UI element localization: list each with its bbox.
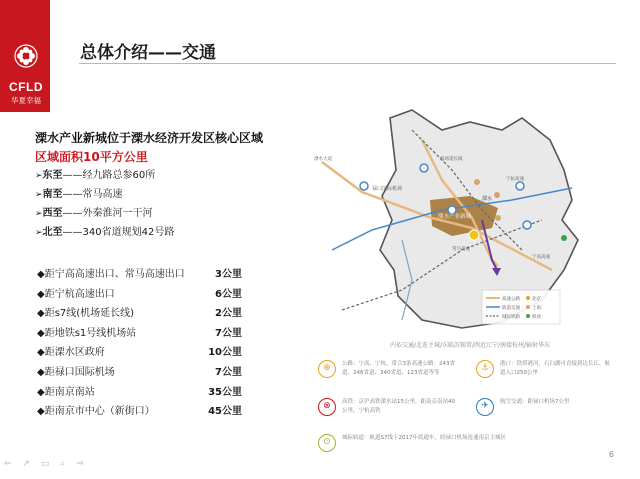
- city-marker: [495, 215, 501, 221]
- map-label-airport: 禄口国际机场: [372, 186, 403, 192]
- station-marker: [448, 206, 456, 214]
- arrow-icon: ➢: [35, 171, 43, 181]
- legend-metro-text: 城际轨道：轨道S7线于2017年底通车，经禄口机场连通南京主城区: [342, 435, 507, 441]
- map-caption: 内依交通/北连主城/东临苏锡常/西近江宁/南接杭州/辐射华东: [389, 342, 551, 349]
- legend-road-text: 公路：宁高、宁杭、常合3条高速公路：243省道、246省道、340省道、123省道等等: [342, 361, 456, 376]
- page-number: 6: [608, 450, 614, 459]
- logo-name-cn: 华夏幸福: [11, 96, 41, 105]
- metro-icon: ⊙: [318, 434, 336, 452]
- city-marker: [474, 179, 480, 185]
- list-item: ◆距宁高高速出口、常马高速出口 3公里: [37, 269, 242, 280]
- arrow-icon: ➢: [35, 209, 43, 219]
- port-icon: ⚓: [476, 360, 494, 378]
- map-legend: [482, 290, 560, 324]
- city-marker: [494, 192, 500, 198]
- legend-label: 机场: [532, 315, 541, 320]
- logo-flower-icon: [14, 44, 38, 68]
- direction-south: ➢南至——常马高速: [35, 189, 123, 200]
- map-label-road: 溧水大道: [314, 157, 332, 162]
- map-label-site: 溧水产业新城: [438, 214, 472, 220]
- list-item: ◆距溧水区政府 10公里: [37, 347, 242, 359]
- brand-logo: [0, 0, 50, 112]
- legend-label: 城际铁路: [502, 315, 520, 320]
- list-item: ◆距宁杭高速出口 6公里: [37, 288, 242, 300]
- list-item: ◆距南京南站 35公里: [37, 386, 242, 398]
- airport-icon: ✈: [476, 398, 494, 416]
- station-marker: [523, 221, 531, 229]
- legend-label: 轨道交通: [502, 306, 520, 311]
- list-item: ◆距南京市中心（新街口） 45公里: [37, 406, 242, 418]
- map-label-road: 常马高速: [452, 247, 470, 252]
- station-marker: [420, 164, 428, 172]
- arrow-icon: ➢: [35, 228, 43, 238]
- list-item: ◆距地铁s1号线机场站 7公里: [37, 327, 242, 339]
- road-icon: ⊕: [318, 360, 336, 378]
- map-label-road: 宁高高速: [532, 255, 550, 260]
- direction-west: ➢西至——外秦淮河一干河: [35, 208, 153, 219]
- airport-marker: [360, 182, 368, 190]
- list-item: ◆距s7线(机场延长线) 2公里: [37, 308, 242, 320]
- distance-list: [37, 265, 242, 422]
- map-label-road: 机场延长线: [440, 157, 463, 162]
- map-label-city: 溧水: [482, 196, 493, 202]
- arrow-icon: ➢: [35, 190, 43, 200]
- direction-east: ➢东至——经九路总参60所: [35, 170, 156, 181]
- legend-port-text: 港口：铁塔港河，石臼湖可直接到达长江，航道入口250公里: [500, 361, 611, 376]
- transport-legend: [318, 360, 611, 460]
- legend-label: 上海: [532, 306, 541, 311]
- list-item: ◆距禄口国际机场 7公里: [37, 366, 242, 378]
- legend-airport-text: 航空交通：距禄口机场7公里: [500, 399, 570, 405]
- station-marker: [516, 182, 524, 190]
- direction-north: ➢北至——340省道规划42号路: [35, 227, 175, 238]
- intro-headline: 溧水产业新城位于溧水经济开发区核心区域: [35, 131, 264, 145]
- intro-block: [35, 130, 335, 242]
- slide-toolbar[interactable]: ⇐ ↗ ▭ ⌕ ⇒: [4, 459, 88, 469]
- legend-label: 北京: [532, 297, 541, 302]
- legend-label: 高速公路: [502, 297, 520, 302]
- rail-icon: ⊗: [318, 398, 336, 416]
- port-marker: [469, 230, 479, 240]
- city-marker: [561, 235, 567, 241]
- map-label-road: 宁杭高速: [506, 177, 524, 182]
- slide-title: 总体介绍——交通: [80, 43, 216, 63]
- logo-brand: CFLD: [9, 80, 43, 94]
- legend-rail-text: 高铁：京沪高铁溧水站15公里，距南京南站40公里，宁杭高铁: [342, 399, 456, 414]
- title-divider: [79, 63, 616, 64]
- area-text: 区域面积10平方公里: [35, 150, 148, 164]
- transport-map: [302, 100, 602, 350]
